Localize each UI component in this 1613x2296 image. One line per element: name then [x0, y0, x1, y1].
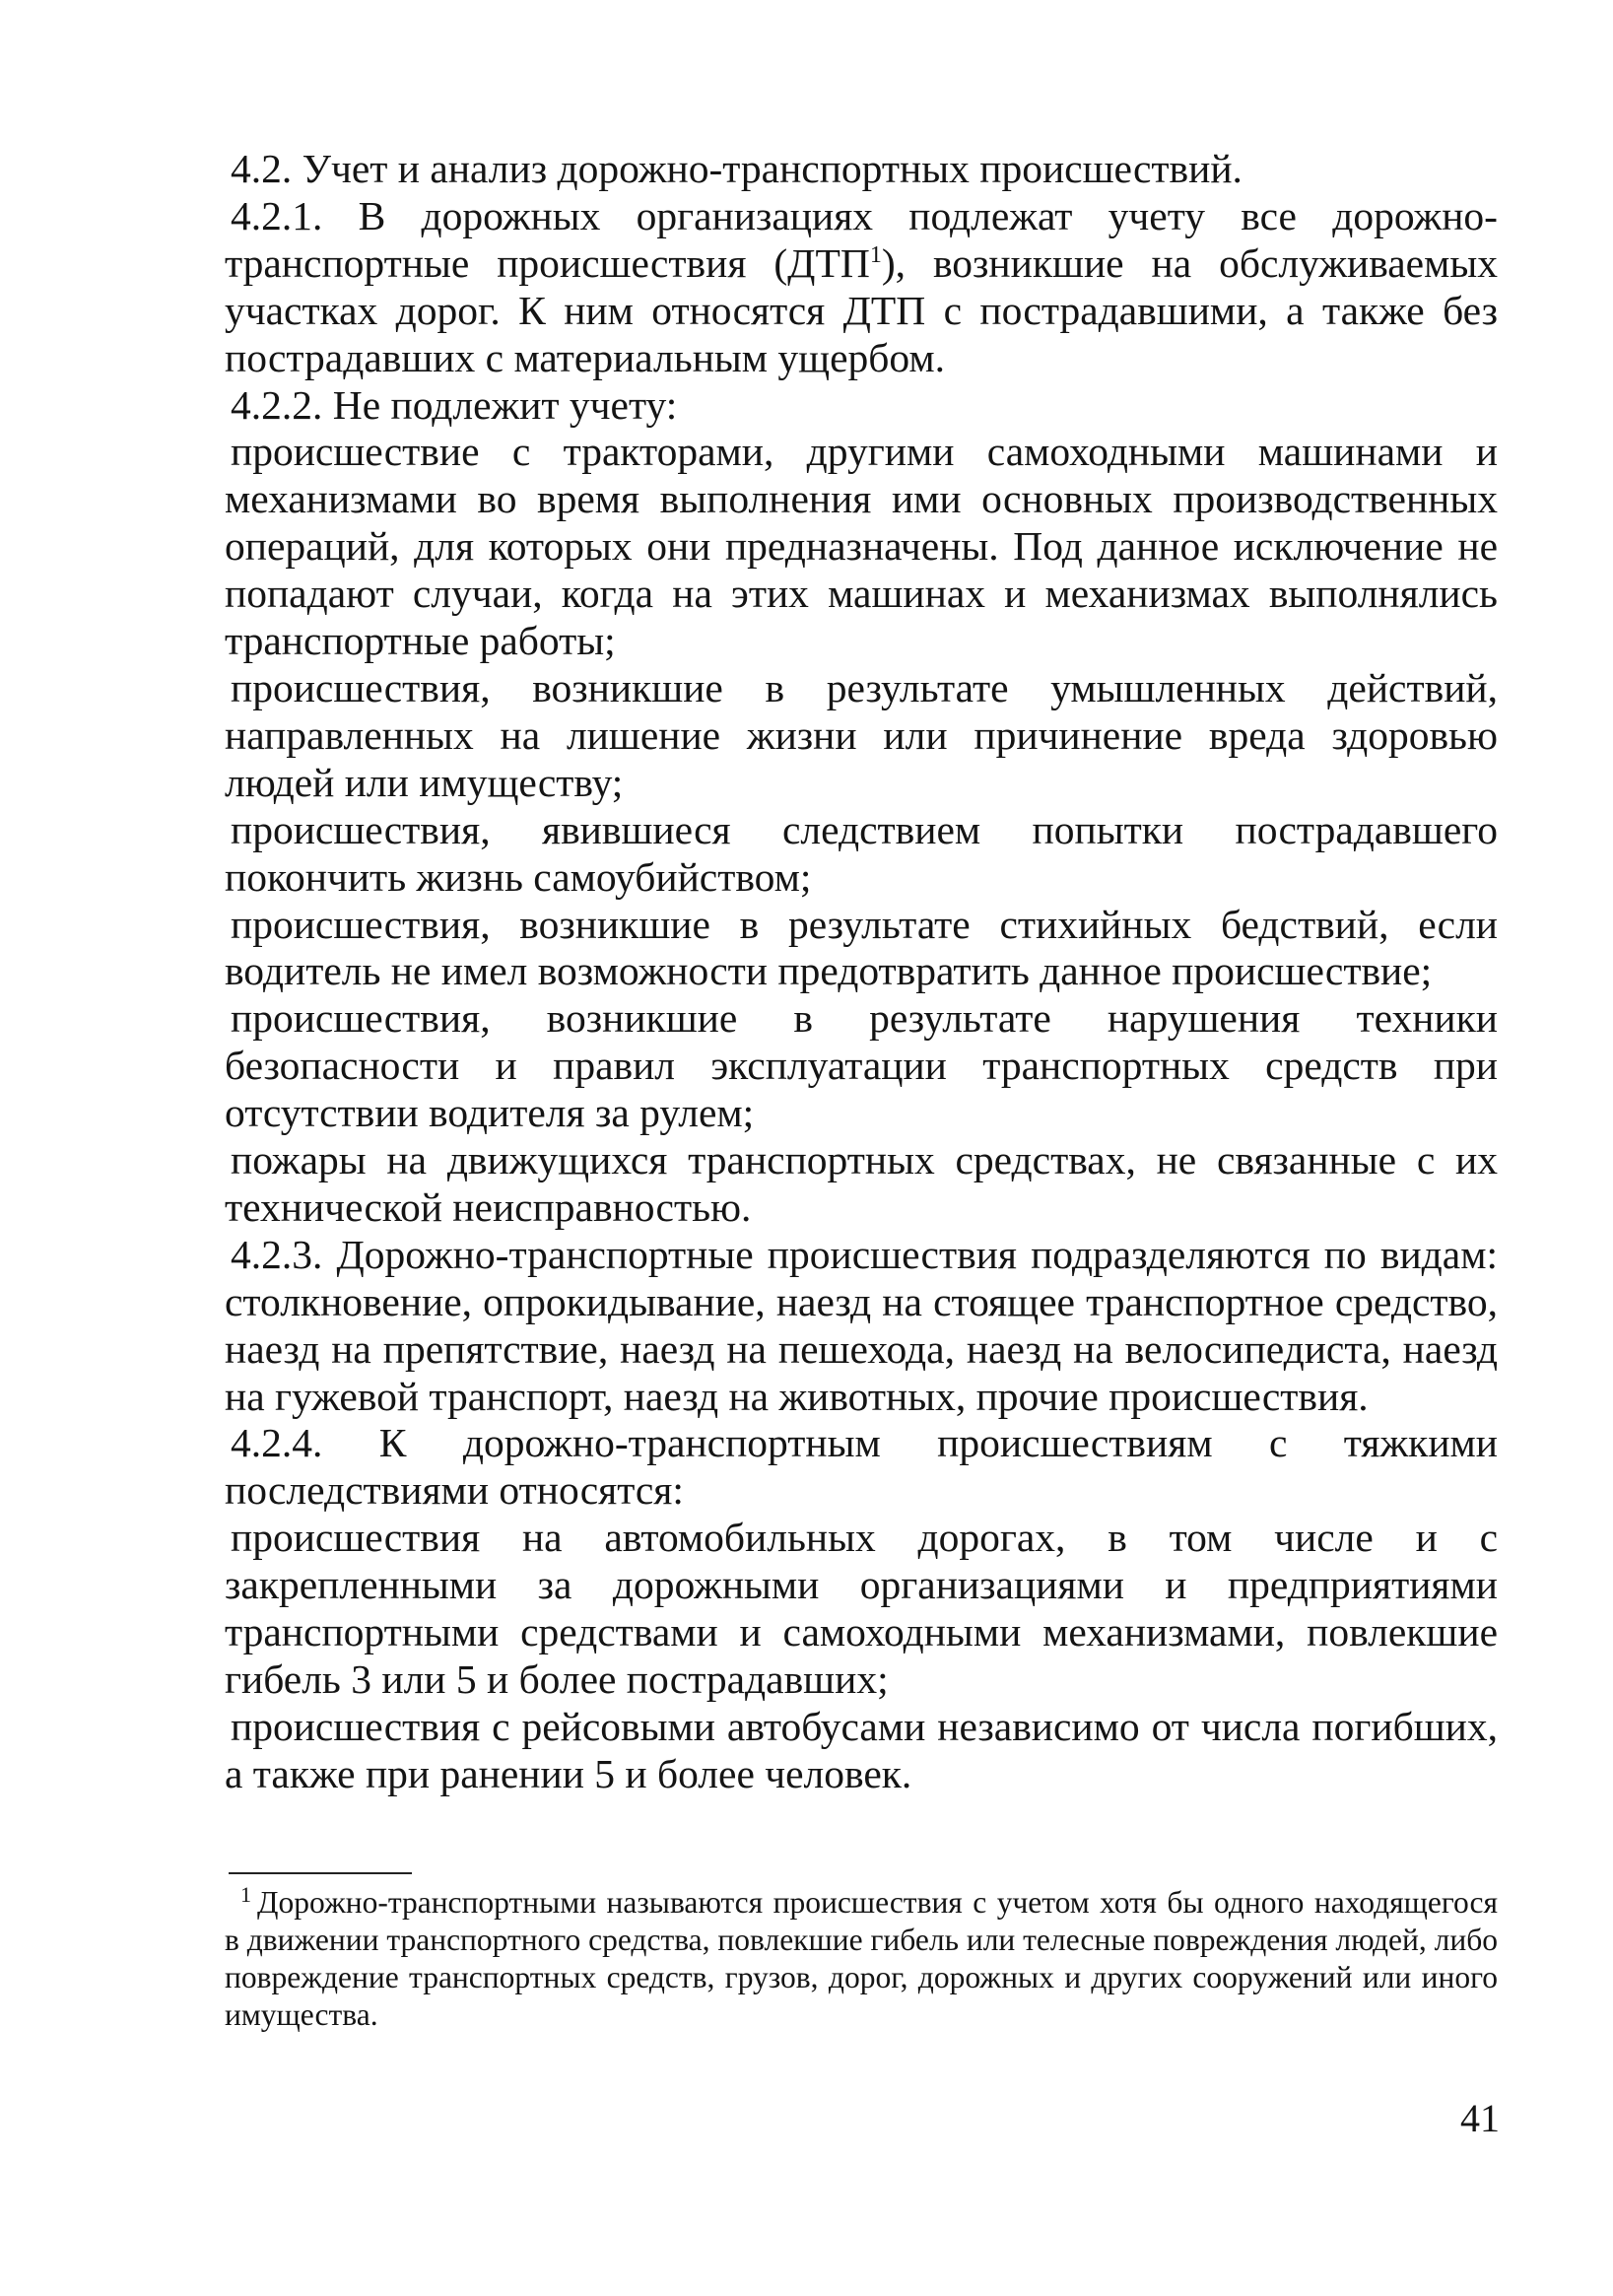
exclusion-item: происшествия, явившиеся следствием попытки пострадавшего покончить жизнь самоубийством; [225, 806, 1498, 900]
footnote-text: Дорожно-транспортными называются происшествия с учетом хотя бы одного находящегося в движении транспортного средства, повлекшие гибель или телесные повреждения людей, либо повреждение транспортных средств, грузов, дорог, дорожных и других сооружений или иного имущества. [225, 1885, 1498, 2032]
paragraph-4-2-2: 4.2.2. Не подлежит учету: [231, 381, 678, 428]
exclusion-item: происшествие с тракторами, другими самоходными машинами и механизмами во время выполнения ими основных производственных операций, для которых они предназначены. Под данное исключение не попадают случаи, когда на этих машинах и механизмах выполнялись транспортные работы; [225, 429, 1498, 664]
paragraph-4-2-4: 4.2.4. К дорожно-транспортным происшествиям с тяжкими последствиями относятся: [225, 1420, 1498, 1514]
body-text [225, 146, 1498, 1798]
exclusion-item: происшествия, возникшие в результате нарушения техники безопасности и правил эксплуатации транспортных средств при отсутствии водителя за рулем; [225, 995, 1498, 1136]
section-heading: 4.2. Учет и анализ дорожно-транспортных происшествий. [231, 146, 1243, 191]
footnote-separator [229, 1872, 412, 1874]
exclusion-item: происшествия, возникшие в результате стихийных бедствий, если водитель не имел возможности предотвратить данное происшествие; [225, 901, 1498, 994]
footnote-mark: 1 [240, 1881, 251, 1907]
exclusion-item: пожары на движущихся транспортных средствах, не связанные с их технической неисправностью. [225, 1137, 1498, 1230]
paragraph-4-2-1-end: ), возникшие на обслуживаемых участках дорог. К ним относятся ДТП с пострадавшими, а также без пострадавших с материальным ущербом. [225, 239, 1498, 380]
footnote-reference: 1 [869, 241, 882, 268]
exclusion-item: происшествия, возникшие в результате умышленных действий, направленных на лишение жизни или причинение вреда здоровью людей или имуществу; [225, 664, 1498, 805]
grave-accident-item: происшествия с рейсовыми автобусами независимо от числа погибших, а также при ранении 5 и более человек. [225, 1703, 1498, 1796]
page-number: 41 [1460, 2096, 1500, 2140]
footnote [225, 1881, 1498, 2034]
paragraph-4-2-1 [225, 193, 1498, 382]
paragraph-4-2-3: 4.2.3. Дорожно-транспортные происшествия подразделяются по видам: столкновение, опрокидывание, наезд на стоящее транспортное средство, наезд на препятствие, наезд на пешехода, наезд на велосипедиста, наезд на гужевой транспорт, наезд на животных, прочие происшествия. [225, 1231, 1498, 1419]
paragraph-4-2-1-start: 4.2.1. В дорожных организациях подлежат учету все дорожно-транспортные происшествия (ДТП [225, 192, 1498, 286]
grave-accident-item: происшествия на автомобильных дорогах, в том числе и с закрепленными за дорожными организациями и предприятиями транспортными средствами и самоходными механизмами, повлекшие гибель 3 или 5 и более пострадавших; [225, 1515, 1498, 1702]
